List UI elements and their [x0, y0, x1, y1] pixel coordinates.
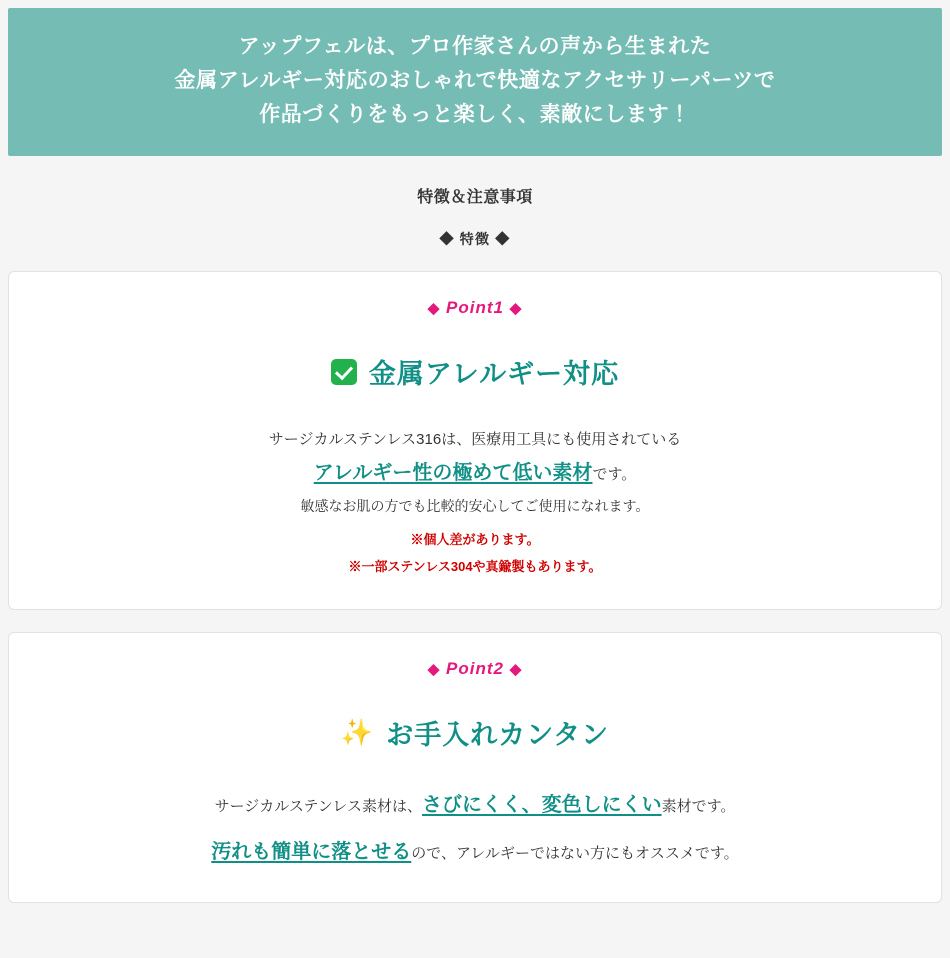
point2-label: [33, 659, 917, 679]
point1-label-text: Point1: [446, 298, 504, 318]
point2-row-1: [33, 786, 917, 825]
point1-body: [33, 425, 917, 579]
point2-row2-emphasis: 汚れも簡単に落とせる: [211, 841, 412, 864]
point1-line-2: 敏感なお肌の方でも比較的安心してご使用になれます。: [300, 498, 650, 515]
diamond-icon-left: ◆: [427, 661, 441, 679]
point2-card: [8, 632, 942, 903]
point2-row-2: [33, 833, 917, 872]
point2-heading: お手入れカンタン: [386, 720, 610, 751]
point2-label-text: Point2: [446, 659, 504, 679]
point1-line-1: サージカルステンレス316は、医療用工具にも使用されている: [268, 431, 682, 449]
point1-note-2: ※一部ステンレス304や真鍮製もあります。: [348, 558, 602, 574]
hero-line-1: アップフェルは、プロ作家さんの声から生まれた: [238, 35, 712, 58]
row-spacer: [33, 825, 917, 833]
point1-note-1: ※個人差があります。: [410, 531, 540, 547]
point2-row1-emphasis: さびにくく、変色しにくい: [421, 794, 662, 817]
hero-line-2: 金属アレルギー対応のおしゃれで快適なアクセサリーパーツで: [174, 69, 776, 93]
sparkles-icon: ✨: [340, 717, 375, 748]
section-subtitle: ◆ 特徴 ◆: [439, 231, 511, 248]
page-root: [0, 8, 950, 903]
section-title: 特徴＆注意事項: [417, 189, 533, 207]
point1-heading-row: [33, 352, 917, 391]
hero-line-3: 作品づくりをもっと楽しく、素敵にします！: [259, 103, 691, 127]
point1-heading: 金属アレルギー対応: [368, 359, 620, 390]
point1-card: [8, 271, 942, 610]
diamond-icon-right: ◆: [509, 661, 523, 679]
point1-emphasis: アレルギー性の極めて低い素材: [313, 462, 593, 485]
diamond-icon-left: ◆: [427, 300, 441, 318]
diamond-icon-right: ◆: [509, 300, 523, 318]
point1-emphasis-row: [33, 454, 917, 493]
point2-row2-tail: ので、アレルギーではない方にもオススメです。: [411, 845, 739, 863]
point2-row1-tail: 素材です。: [661, 798, 736, 816]
point2-row1-lead: サージカルステンレス素材は、: [214, 798, 422, 816]
point1-label: [33, 298, 917, 318]
green-check-icon: [331, 359, 357, 385]
point2-heading-row: [33, 713, 917, 752]
point2-body: [33, 786, 917, 872]
hero-banner: [8, 8, 942, 156]
point1-emphasis-tail: です。: [592, 466, 637, 484]
